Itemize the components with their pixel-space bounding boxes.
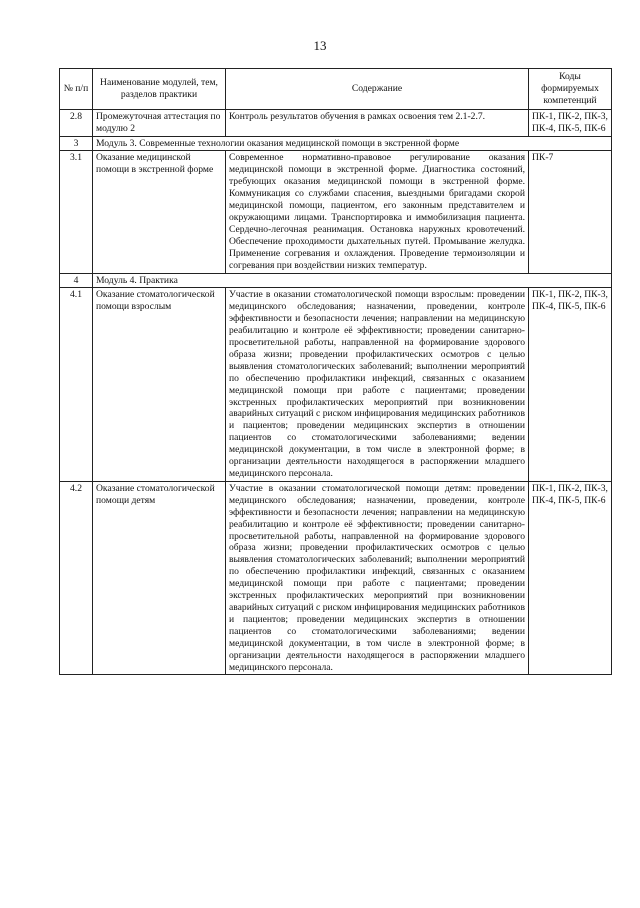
- row-number: 2.8: [60, 109, 93, 136]
- table-row: [60, 481, 612, 675]
- table-row: [60, 288, 612, 482]
- row-content: Современное нормативно-правовое регулирование оказания медицинской помощи в экстренной форме. Диагностика состояний, требующих оказания медицинской помощи в экстренной форме. Коммуникация со службами спасения, выездными бригадами скорой медицинской помощи, пациентом, его законным представителем и окружающими лицами. Транспортировка и иммобилизация пациента. Сердечно-легочная реанимация. Остановка наружных кровотечений. Обеспечение проходимости дыхательных путей. Промывание желудка. Применение согревания и охлаждения. Проведение термоизоляции и согревания при воздействии низких температур.: [226, 151, 529, 273]
- row-codes: ПК-1, ПК-2, ПК-3, ПК-4, ПК-5, ПК-6: [529, 109, 612, 136]
- row-content: Участие в оказании стоматологической помощи детям: проведении медицинского обследования; назначении, проведении, контроле эффективности и безопасности лечения; направлении на медицинскую реабилитацию и контроле её эффективности; проведении санитарно-просветительной работы, направленной на формирование здорового образа жизни; проведении профилактических осмотров с целью выявления стоматологических заболеваний; выполнении мероприятий по обеспечению профилактики инфекций, связанных с оказанием медицинской помощи при работе с пациентами; проведении экстренных профилактических мероприятий при возникновении аварийных ситуаций с риском инфицирования медицинских работников и пациентов; проведении медицинских экспертиз в отношении пациентов со стоматологическими заболеваниями; ведении медицинской документации, в том числе в электронной форме; в организации деятельности находящегося в распоряжении младшего медицинского персонала.: [226, 481, 529, 675]
- row-content: Контроль результатов обучения в рамках освоения тем 2.1-2.7.: [226, 109, 529, 136]
- row-name: Оказание стоматологической помощи взрослым: [93, 288, 226, 482]
- module-number: 3: [60, 136, 93, 151]
- module-title: Модуль 3. Современные технологии оказания медицинской помощи в экстренной форме: [93, 136, 612, 151]
- row-name: Оказание стоматологической помощи детям: [93, 481, 226, 675]
- module-row: [60, 136, 612, 151]
- row-number: 4.1: [60, 288, 93, 482]
- header-number: № п/п: [60, 69, 93, 110]
- module-row: [60, 273, 612, 288]
- module-number: 4: [60, 273, 93, 288]
- row-number: 4.2: [60, 481, 93, 675]
- table-row: [60, 151, 612, 273]
- row-codes: ПК-1, ПК-2, ПК-3, ПК-4, ПК-5, ПК-6: [529, 288, 612, 482]
- table-header-row: [60, 69, 612, 110]
- row-codes: ПК-1, ПК-2, ПК-3, ПК-4, ПК-5, ПК-6: [529, 481, 612, 675]
- row-name: Промежуточная аттестация по модулю 2: [93, 109, 226, 136]
- header-module-name: Наименование модулей, тем, разделов практики: [93, 69, 226, 110]
- table-row: [60, 109, 612, 136]
- header-content: Содержание: [226, 69, 529, 110]
- curriculum-table: [59, 68, 612, 675]
- page-number: 13: [313, 38, 327, 53]
- header-competency-codes: Коды формируемых компетенций: [529, 69, 612, 110]
- row-content: Участие в оказании стоматологической помощи взрослым: проведении медицинского обследования; назначении, проведении, контроле эффективности и безопасности лечения; направлении на медицинскую реабилитацию и контроле её эффективности; проведении санитарно-просветительной работы, направленной на формирование здорового образа жизни; проведении профилактических осмотров с целью выявления стоматологических заболеваний; выполнении мероприятий по обеспечению профилактики инфекций, связанных с оказанием медицинской помощи при работе с пациентами; проведении экстренных профилактических мероприятий при возникновении аварийных ситуаций с риском инфицирования медицинских работников и пациентов; проведении медицинских экспертиз в отношении пациентов со стоматологическими заболеваниями; ведении медицинской документации, в том числе в электронной форме; в организации деятельности находящегося в распоряжении младшего медицинского персонала.: [226, 288, 529, 482]
- module-title: Модуль 4. Практика: [93, 273, 612, 288]
- row-name: Оказание медицинской помощи в экстренной форме: [93, 151, 226, 273]
- row-number: 3.1: [60, 151, 93, 273]
- row-codes: ПК-7: [529, 151, 612, 273]
